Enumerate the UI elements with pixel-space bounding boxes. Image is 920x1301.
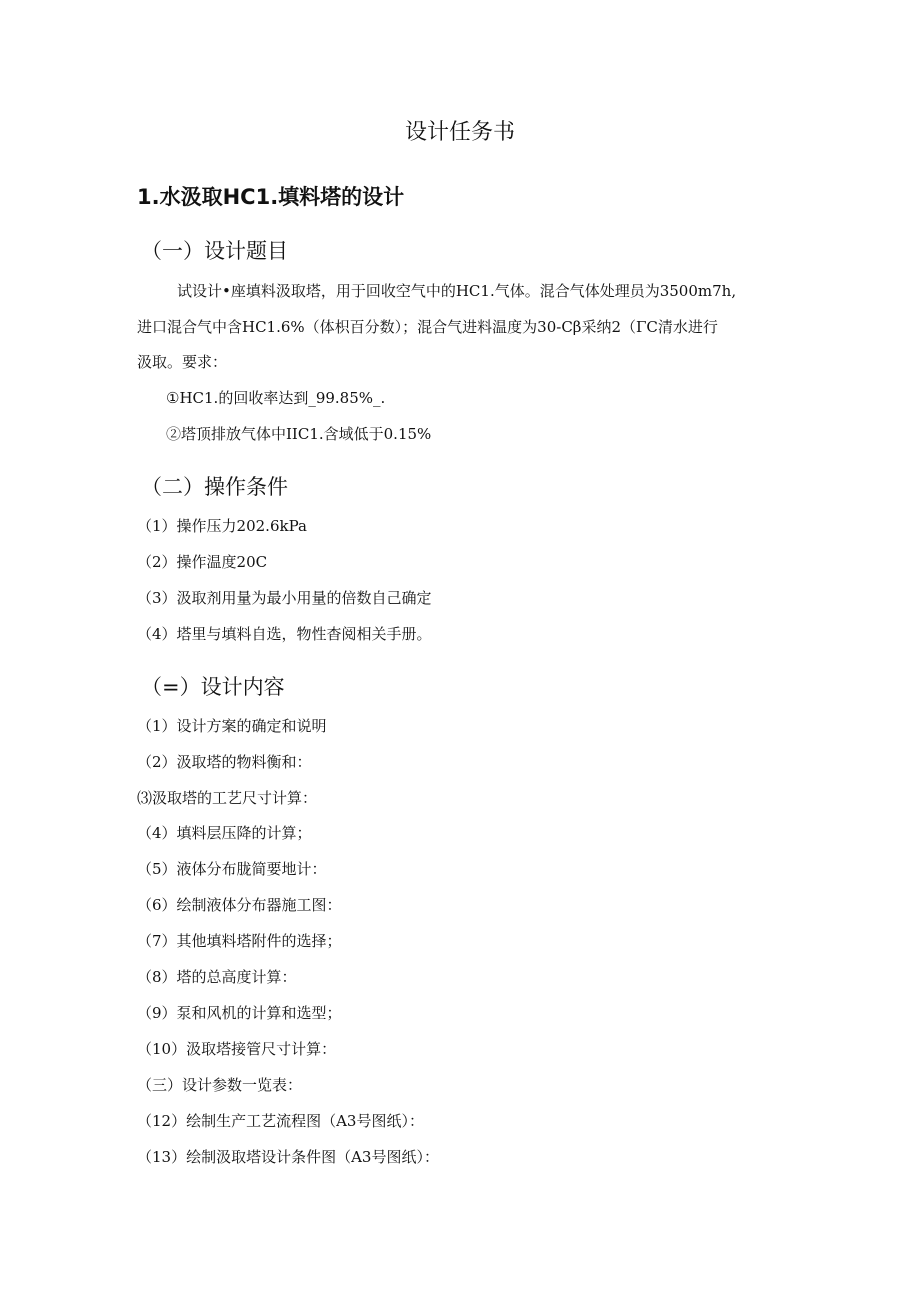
content-item: （12）绘制生产工艺流程图（A3号图纸）： bbox=[137, 1112, 424, 1130]
condition-item: （2）操作温度20C bbox=[137, 553, 268, 571]
section-heading: 1.水汲取HC1.填料塔的设计 bbox=[137, 185, 405, 209]
requirement-1: ①HC1.的回收率达到_99.85%_. bbox=[166, 389, 386, 407]
content-item: （7）其他填料塔附件的选择； bbox=[137, 932, 342, 950]
content-item: （2）汲取塔的物料衡和： bbox=[137, 753, 312, 771]
content-item: （6）绘制液体分布器施工图： bbox=[137, 896, 342, 914]
topic-paragraph-line-2: 进口混合气中含HC1.6%（体枳百分数）；混合气进料温度为30-Cβ采纳2（ΓC清水进行 bbox=[137, 318, 718, 336]
topic-paragraph-line-3: 汲取。要求： bbox=[137, 353, 228, 371]
requirement-2: ②塔顶排放气体中IIC1.含域低于0.15% bbox=[166, 425, 432, 443]
content-item: （1）设计方案的确定和说明 bbox=[137, 717, 327, 735]
condition-item: （4）塔里与填料自选，物性杳阅相关手册。 bbox=[137, 625, 432, 643]
content-item: （5）液体分布胧简要地计： bbox=[137, 860, 327, 878]
content-item: ⑶汲取塔的工艺尺寸计算： bbox=[137, 789, 318, 807]
condition-item: （1）操作压力202.6kPa bbox=[137, 517, 307, 535]
content-item: （13）绘制汲取塔设计条件图（A3号图纸）： bbox=[137, 1148, 439, 1166]
content-item: （9）泵和风机的计算和选型； bbox=[137, 1004, 342, 1022]
content-item: （三）设计参数一览表： bbox=[137, 1076, 303, 1094]
content-item: （10）汲取塔接管尺寸计算： bbox=[137, 1040, 337, 1058]
design-content-heading: （=）设计内容 bbox=[141, 675, 285, 699]
topic-paragraph-line-1: 试设计•座填料汲取塔，用于回收空气中的HC1.气体。混合气体处理员为3500m7h, bbox=[177, 282, 737, 300]
content-item: （8）塔的总高度计算： bbox=[137, 968, 297, 986]
condition-item: （3）汲取剂用量为最小用量的倍数自己确定 bbox=[137, 589, 432, 607]
operating-conditions-heading: （二）操作条件 bbox=[141, 475, 288, 499]
design-topic-heading: （一）设计题目 bbox=[141, 239, 288, 263]
document-title: 设计任务书 bbox=[404, 120, 515, 145]
content-item: （4）填料层压降的计算； bbox=[137, 824, 312, 842]
